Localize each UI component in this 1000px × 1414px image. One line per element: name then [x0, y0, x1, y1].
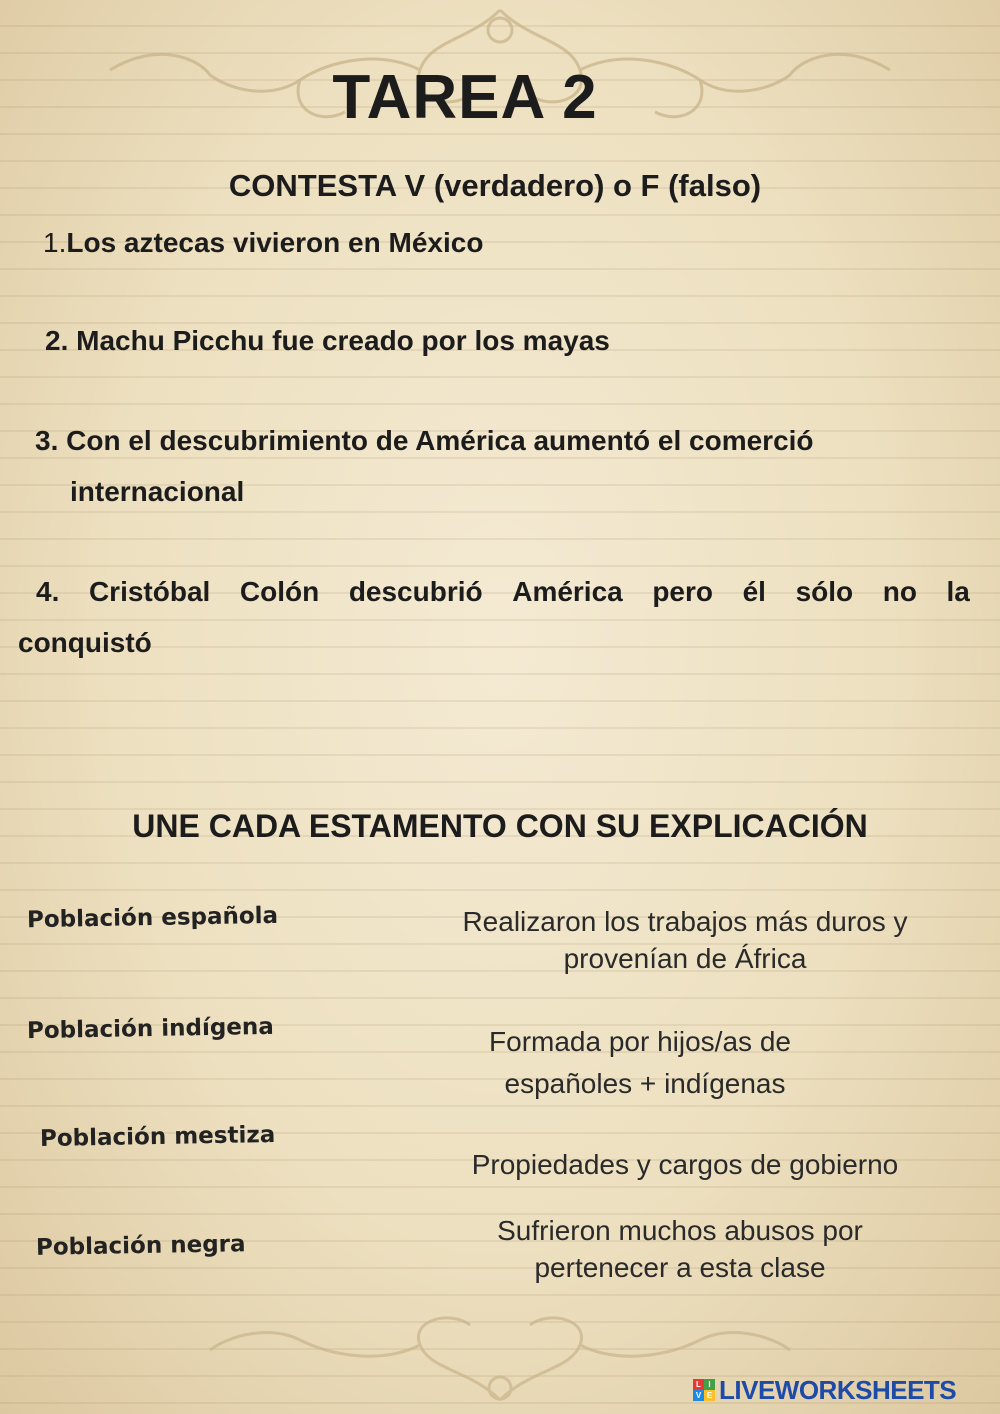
estamento-negra: Población negra — [35, 1231, 246, 1261]
question-2 — [45, 316, 610, 366]
question-number: 1. — [43, 227, 67, 258]
explicacion-3 — [430, 1146, 940, 1183]
matching-heading: UNE CADA ESTAMENTO CON SU EXPLICACIÓN — [132, 808, 868, 844]
explicacion-line: pertenecer a esta clase — [534, 1252, 826, 1283]
question-4 — [36, 567, 970, 617]
question-word: pero — [652, 576, 714, 607]
explicacion-line: Propiedades y cargos de gobierno — [471, 1149, 899, 1180]
explicacion-line: Realizaron los trabajos más duros y — [462, 906, 908, 937]
question-number: 2. — [45, 325, 69, 356]
question-number: 3. — [35, 425, 59, 456]
question-word: descubrió — [348, 576, 483, 607]
explicacion-1 — [420, 903, 950, 977]
explicacion-line: españoles + indígenas — [504, 1068, 786, 1099]
question-word: él — [742, 576, 766, 607]
explicacion-line: provenían de África — [563, 943, 807, 974]
explicacion-line: Formada por hijos/as de — [489, 1026, 791, 1057]
explicacion-4 — [430, 1212, 930, 1286]
estamento-indigena: Población indígena — [26, 1013, 275, 1045]
question-text: Machu Picchu fue creado por los mayas — [76, 325, 610, 356]
explicacion-line: Sufrieron muchos abusos por — [497, 1215, 863, 1246]
liveworksheets-brand — [693, 1373, 956, 1407]
question-word: Cristóbal — [88, 576, 211, 607]
estamento-mestiza: Población mestiza — [39, 1121, 276, 1153]
question-3-continuation: internacional — [70, 476, 245, 507]
question-word: Colón — [239, 576, 320, 607]
question-4-continuation: conquistó — [18, 627, 152, 658]
liveworksheets-logo-icon: L I V E — [693, 1379, 715, 1401]
explicacion-2 — [440, 1021, 850, 1105]
question-word: la — [946, 576, 970, 607]
question-word: América — [512, 576, 623, 607]
liveworksheets-name: LIVEWORKSHEETS — [719, 1374, 957, 1405]
instruction-heading: CONTESTA V (verdadero) o F (falso) — [228, 168, 762, 203]
question-1 — [43, 218, 483, 268]
question-3 — [35, 416, 814, 466]
question-word: no — [882, 576, 917, 607]
page-title: TAREA 2 — [332, 63, 598, 132]
question-text: Los aztecas vivieron en México — [66, 227, 484, 258]
question-word: sólo — [795, 576, 854, 607]
estamento-espanola: Población española — [26, 902, 279, 934]
question-text: Con el descubrimiento de América aumentó el comerció — [66, 425, 814, 456]
question-number: 4. — [36, 576, 60, 607]
